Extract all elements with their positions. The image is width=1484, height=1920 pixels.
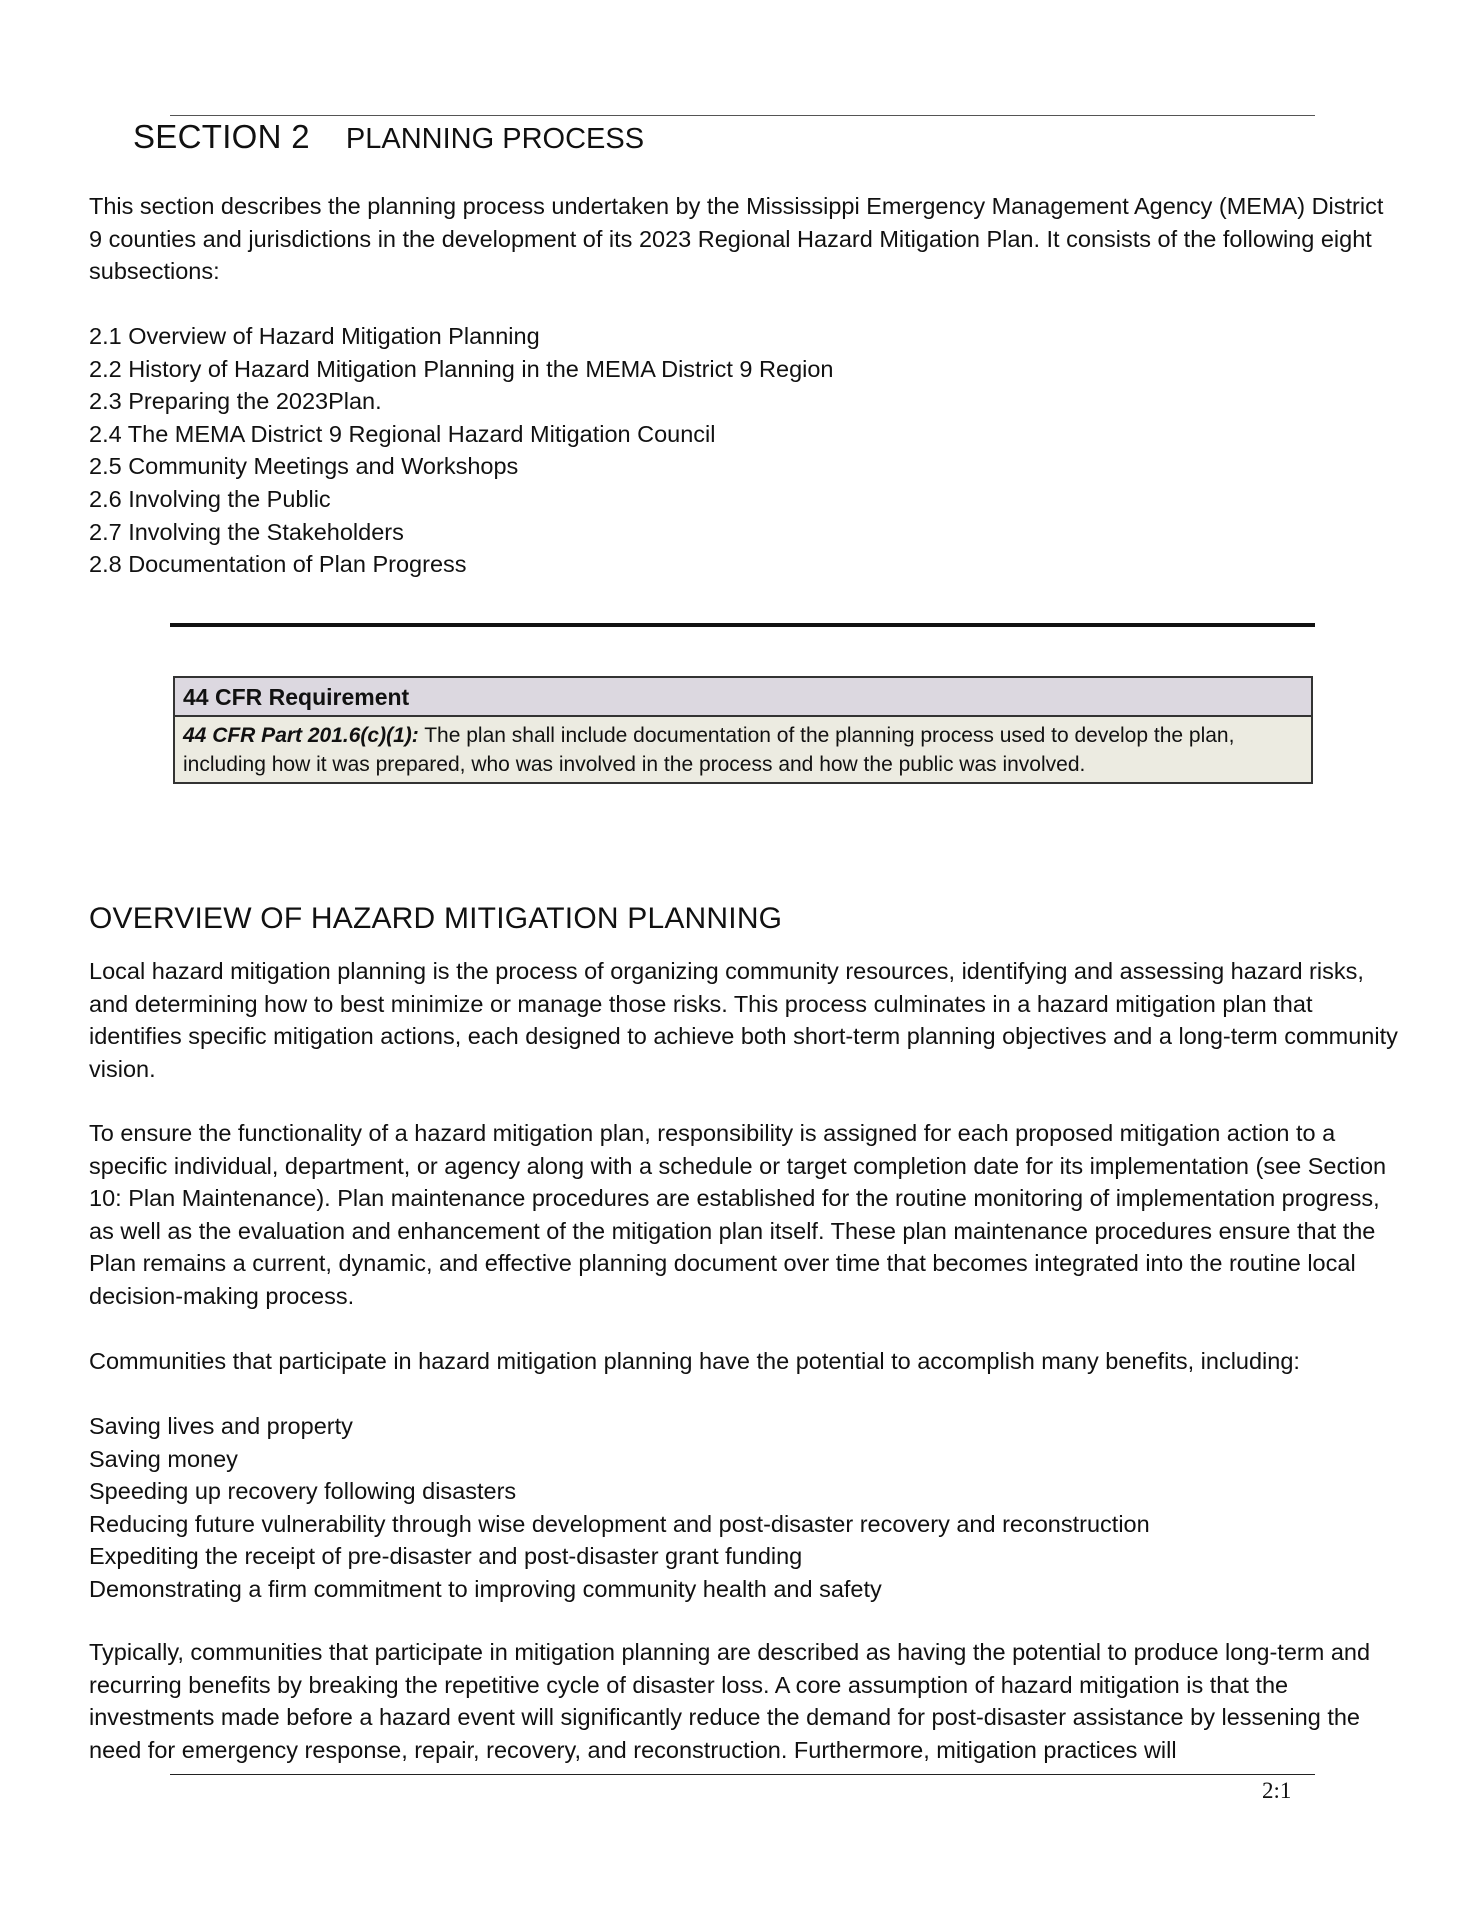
- section-heading: [133, 118, 644, 156]
- page-number: 2:1: [1262, 1778, 1292, 1803]
- cfr-text: The plan shall include documentation of the planning process used to develop the plan, including how it was prepared, who was involved in the process and how the public was involved.: [183, 724, 1235, 776]
- subsection-item: 2.3 Preparing the 2023Plan.: [89, 388, 382, 415]
- benefit-item: Reducing future vulnerability through wise development and post-disaster recovery and reconstruction: [89, 1510, 1150, 1537]
- subsection-item: 2.6 Involving the Public: [89, 485, 331, 512]
- cfr-reference: 44 CFR Part 201.6(c)(1):: [183, 724, 419, 747]
- cfr-heading: 44 CFR Requirement: [175, 678, 1311, 717]
- overview-paragraph-4: Typically, communities that participate in mitigation planning are described as having the potential to produce long-term and recurring benefits by breaking the repetitive cycle of disaster loss. A core assumption of hazard mitigation is that the investments made before a hazard event will significantly reduce the demand for post-disaster assistance by lessening the need for emergency response, repair, recovery, and reconstruction. Furthermore, mitigation practices will: [89, 1639, 1371, 1763]
- benefit-item: Expediting the receipt of pre-disaster and post-disaster grant funding: [89, 1543, 803, 1570]
- intro-paragraph: This section describes the planning process undertaken by the Mississippi Emergency Management Agency (MEMA) District 9 counties and jurisdictions in the development of its 2023 Regional Hazard Mitigation Plan. It consists of the following eight subsections:: [89, 193, 1384, 284]
- header-rule: [170, 115, 1315, 116]
- subsection-item: 2.2 History of Hazard Mitigation Planning in the MEMA District 9 Region: [89, 355, 834, 382]
- subsection-item: 2.4 The MEMA District 9 Regional Hazard Mitigation Council: [89, 420, 716, 447]
- overview-paragraph-3: Communities that participate in hazard mitigation planning have the potential to accomplish many benefits, including:: [89, 1348, 1300, 1374]
- subsection-item: 2.1 Overview of Hazard Mitigation Planning: [89, 323, 540, 349]
- overview-paragraph-1: Local hazard mitigation planning is the process of organizing community resources, identifying and assessing hazard risks, and determining how to best minimize or manage those risks. This process culminates in a hazard mitigation plan that identifies specific mitigation actions, each designed to achieve both short-term planning objectives and a long-term community vision.: [89, 958, 1398, 1082]
- subsection-item: 2.7 Involving the Stakeholders: [89, 518, 404, 545]
- benefit-item: Speeding up recovery following disasters: [89, 1478, 517, 1505]
- benefit-item: Saving lives and property: [89, 1413, 353, 1439]
- cfr-body: [175, 717, 1311, 782]
- subsection-item: 2.5 Community Meetings and Workshops: [89, 453, 519, 480]
- overview-paragraph-2: To ensure the functionality of a hazard mitigation plan, responsibility is assigned for each proposed mitigation action to a specific individual, department, or agency along with a schedule or target completion date for its implementation (see Section 10: Plan Maintenance). Plan maintenance procedures are established for the routine monitoring of implementation progress, as well as the evaluation and enhancement of the mitigation plan itself. These plan maintenance procedures ensure that the Plan remains a current, dynamic, and effective planning document over time that becomes integrated into the routine local decision-making process.: [89, 1120, 1387, 1309]
- footer-rule: [170, 1774, 1315, 1775]
- section-divider: [170, 623, 1315, 627]
- subsection-list: [89, 320, 834, 581]
- section-label: SECTION 2: [133, 118, 310, 155]
- section-title: PLANNING PROCESS: [345, 123, 645, 155]
- benefits-list: [89, 1410, 1150, 1606]
- benefit-item: Demonstrating a firm commitment to improving community health and safety: [89, 1575, 882, 1602]
- cfr-requirement-box: [173, 676, 1313, 784]
- subsection-item: 2.8 Documentation of Plan Progress: [89, 551, 467, 578]
- benefit-item: Saving money: [89, 1445, 238, 1472]
- overview-title: OVERVIEW OF HAZARD MITIGATION PLANNING: [89, 902, 783, 935]
